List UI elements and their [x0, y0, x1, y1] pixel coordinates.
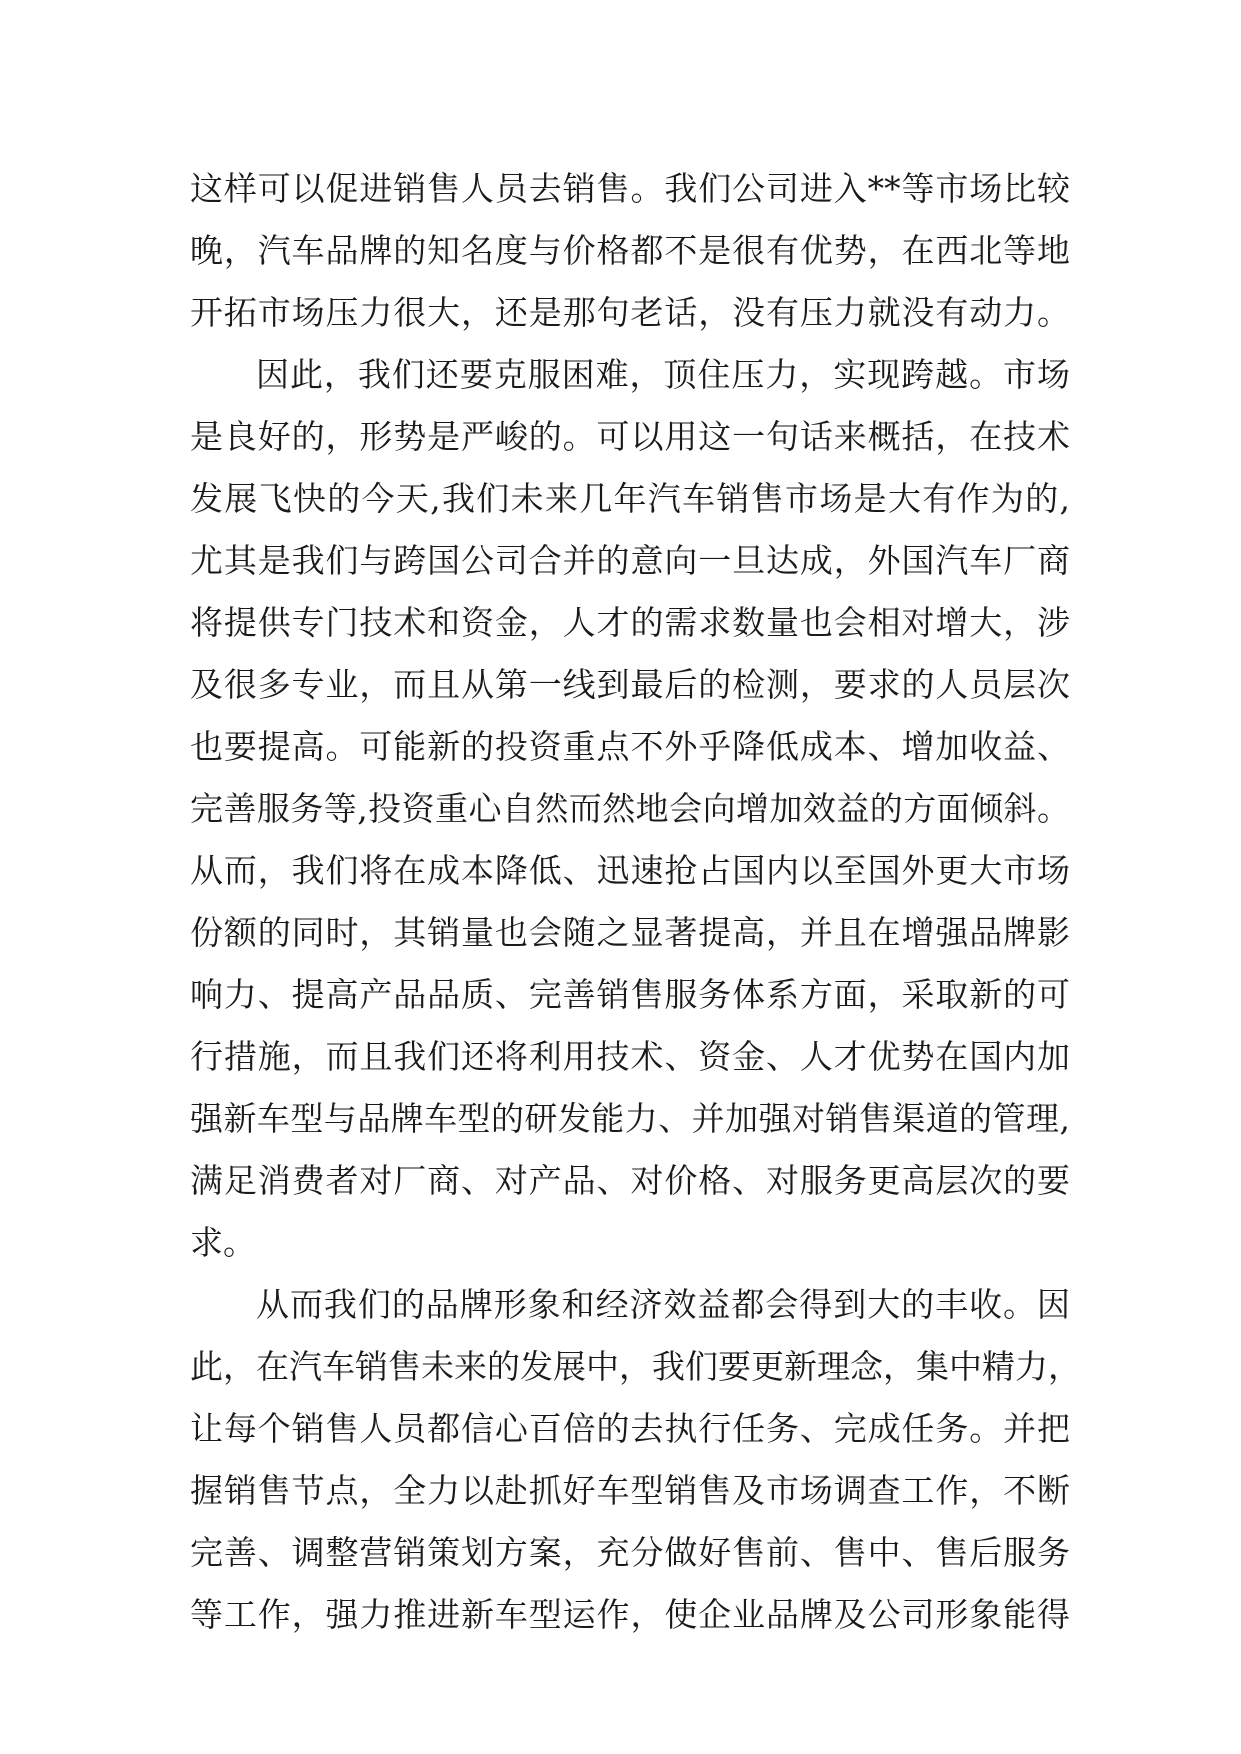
text-line: 握销售节点，全力以赴抓好车型销售及市场调查工作，不断: [190, 1471, 1070, 1510]
text-line: 从而，我们将在成本降低、迅速抢占国内以至国外更大市场: [190, 851, 1070, 890]
text-line: 此，在汽车销售未来的发展中，我们要更新理念，集中精力，: [190, 1347, 1081, 1386]
text-line: 这样可以促进销售人员去销售。我们公司进入**等市场比较: [190, 169, 1070, 208]
text-line: 是良好的，形势是严峻的。可以用这一句话来概括，在技术: [190, 417, 1070, 456]
text-line: 将提供专门技术和资金，人才的需求数量也会相对增大，涉: [190, 603, 1070, 642]
text-line: 求。: [190, 1223, 256, 1262]
text-line: 满足消费者对厂商、对产品、对价格、对服务更高层次的要: [190, 1161, 1070, 1200]
text-line: 发展飞快的今天,我们未来几年汽车销售市场是大有作为的,: [190, 479, 1070, 518]
text-line: 等工作，强力推进新车型运作，使企业品牌及公司形象能得: [190, 1595, 1070, 1634]
text-line: 从而我们的品牌形象和经济效益都会得到大的丰收。因: [256, 1285, 1070, 1324]
text-line: 也要提高。可能新的投资重点不外乎降低成本、增加收益、: [190, 727, 1070, 766]
text-line: 因此，我们还要克服困难，顶住压力，实现跨越。市场: [256, 355, 1070, 394]
text-line: 行措施，而且我们还将利用技术、资金、人才优势在国内加: [190, 1037, 1070, 1076]
paragraph-3: [190, 1274, 1081, 1646]
text-line: 晚，汽车品牌的知名度与价格都不是很有优势，在西北等地: [190, 231, 1070, 270]
body-text: [190, 158, 1081, 1646]
text-line: 响力、提高产品品质、完善销售服务体系方面，采取新的可: [190, 975, 1070, 1014]
text-line: 完善服务等,投资重心自然而然地会向增加效益的方面倾斜。: [190, 789, 1070, 828]
text-line: 完善、调整营销策划方案，充分做好售前、售中、售后服务: [190, 1533, 1070, 1572]
text-line: 份额的同时，其销量也会随之显著提高，并且在增强品牌影: [190, 913, 1070, 952]
text-line: 开拓市场压力很大，还是那句老话，没有压力就没有动力。: [190, 293, 1070, 332]
paragraph-2: [190, 344, 1070, 1274]
text-line: 强新车型与品牌车型的研发能力、并加强对销售渠道的管理,: [190, 1099, 1070, 1138]
text-line: 让每个销售人员都信心百倍的去执行任务、完成任务。并把: [190, 1409, 1070, 1448]
text-line: 及很多专业，而且从第一线到最后的检测，要求的人员层次: [190, 665, 1070, 704]
paragraph-1: [190, 158, 1070, 344]
text-line: 尤其是我们与跨国公司合并的意向一旦达成，外国汽车厂商: [190, 541, 1070, 580]
